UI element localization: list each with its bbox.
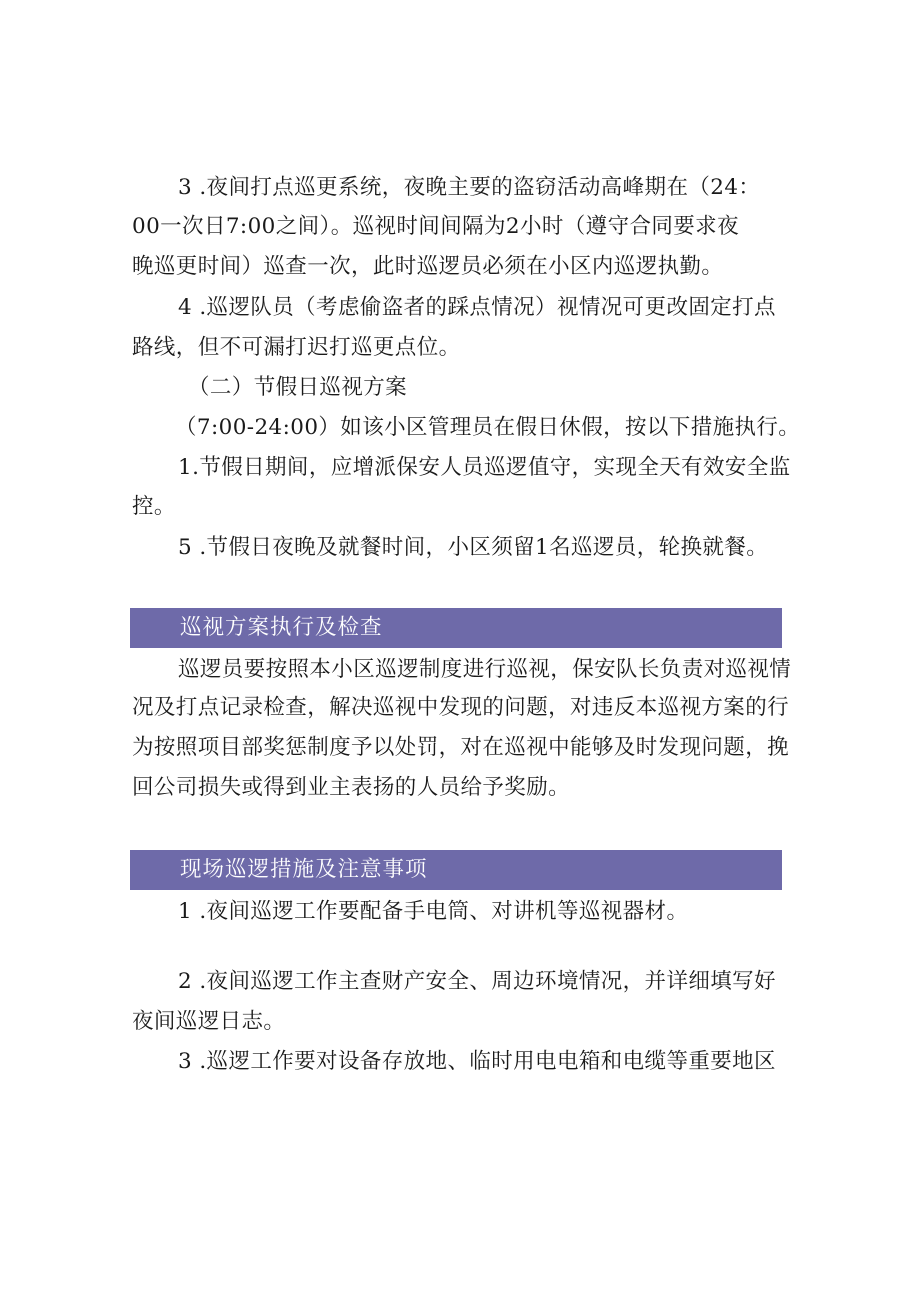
execution-line3: 为按照项目部奖惩制度予以处罚，对在巡视中能够及时发现问题，挽: [132, 735, 790, 760]
execution-line2: 况及打点记录检查，解决巡视中发现的问题，对违反本巡视方案的行: [132, 695, 790, 720]
onsite-item3: 3 .巡逻工作要对设备存放地、临时用电电箱和电缆等重要地区: [178, 1049, 776, 1074]
holiday-heading: （二）节假日巡视方案: [188, 375, 408, 400]
paragraph-item3-line3: 晚巡更时间）巡查一次，此时巡逻员必须在小区内巡逻执勤。: [132, 254, 724, 279]
onsite-item2-line1: 2 .夜间巡逻工作主查财产安全、周边环境情况，并详细填写好: [178, 969, 776, 994]
section-header-onsite: [130, 850, 782, 890]
execution-line4: 回公司损失或得到业主表扬的人员给予奖励。: [132, 775, 571, 800]
holiday-intro: （7:00-24:00）如该小区管理员在假日休假，按以下措施执行。: [175, 415, 801, 440]
holiday-item1-line2: 控。: [132, 494, 176, 519]
holiday-item5: 5 .节假日夜晚及就餐时间，小区须留1名巡逻员，轮换就餐。: [178, 535, 769, 560]
holiday-item1-line1: 1.节假日期间，应增派保安人员巡逻值守，实现全天有效安全监: [178, 455, 791, 480]
paragraph-item4-line2: 路线，但不可漏打迟打巡更点位。: [132, 335, 461, 360]
section-title-execution: 巡视方案执行及检查: [180, 615, 383, 640]
paragraph-item4-line1: 4 .巡逻队员（考虑偷盗者的踩点情况）视情况可更改固定打点: [178, 295, 776, 320]
paragraph-item3-line2: 00一次日7:00之间）。巡视时间间隔为2小时（遵守合同要求夜: [132, 214, 739, 239]
execution-line1: 巡逻员要按照本小区巡逻制度进行巡视，保安队长负责对巡视情: [178, 657, 792, 682]
section-title-onsite: 现场巡逻措施及注意事项: [180, 857, 428, 882]
section-header-execution: [130, 608, 782, 648]
onsite-item2-line2: 夜间巡逻日志。: [132, 1009, 286, 1034]
paragraph-item3-line1: 3 .夜间打点巡更系统，夜晚主要的盗窃活动高峰期在（24：: [178, 175, 761, 200]
onsite-item1: 1 .夜间巡逻工作要配备手电筒、对讲机等巡视器材。: [178, 899, 689, 924]
